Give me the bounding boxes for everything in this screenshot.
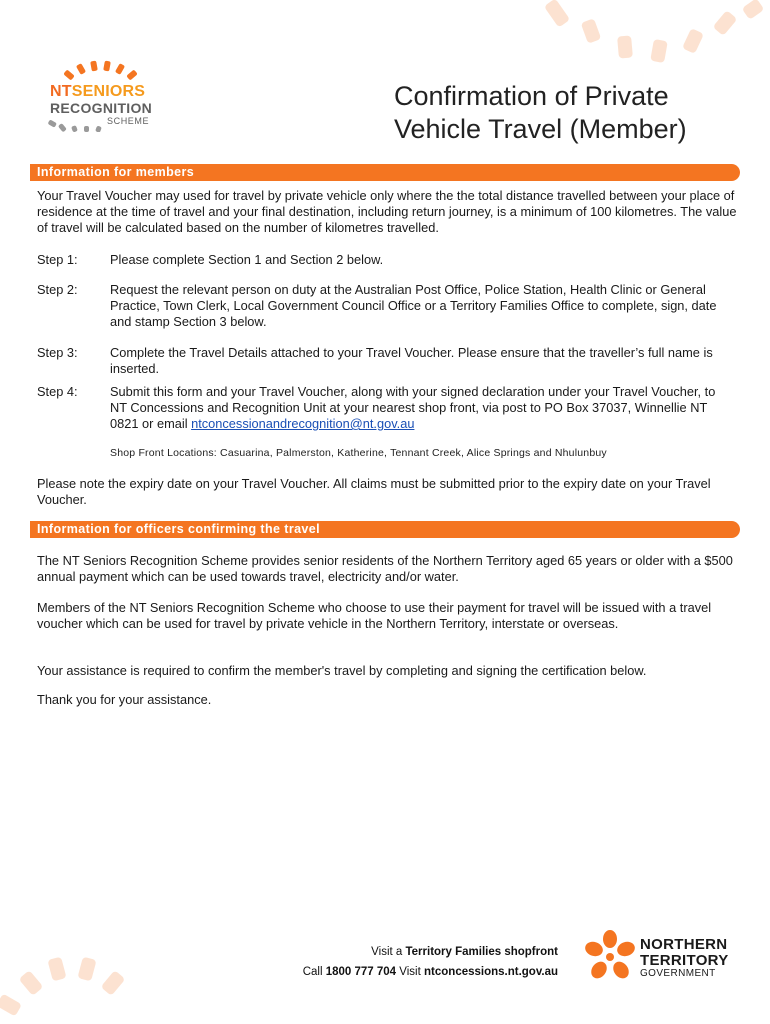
page-title-line-1: Confirmation of Private bbox=[394, 81, 669, 111]
page-title bbox=[394, 80, 754, 146]
officers-para-4: Thank you for your assistance. bbox=[37, 692, 212, 707]
phone-number: 1800 777 704 bbox=[325, 966, 397, 978]
officers-section-heading: Information for officers confirming the travel bbox=[30, 521, 740, 538]
nt-government-logo bbox=[583, 930, 743, 986]
members-intro: Your Travel Voucher may used for travel by private vehicle only where the the total distance travelled between your place of residence at the time of travel and your final destination, including return journey, is a minimum of 100 kilometres. The value of travel will be calculated based on the number of kilometres travelled. bbox=[37, 188, 737, 235]
step-label: Step 1: bbox=[37, 252, 78, 267]
footer-visit-line: Visit a Territory Families shopfront bbox=[371, 946, 558, 958]
members-section-heading: Information for members bbox=[30, 164, 740, 181]
officers-para-1: The NT Seniors Recognition Scheme provides senior residents of the Northern Territory aged 65 years or older with a $500 annual payment which can be used towards travel, electricity and/or water. bbox=[37, 553, 733, 584]
expiry-note: Please note the expiry date on your Travel Voucher. All claims must be submitted prior to the expiry date on your Travel Voucher. bbox=[37, 476, 711, 507]
shop-front-locations: Shop Front Locations: Casuarina, Palmerston, Katherine, Tennant Creek, Alice Springs and Nhulunbuy bbox=[110, 447, 607, 459]
email-link[interactable]: ntconcessionandrecognition@nt.gov.au bbox=[191, 416, 415, 431]
logo-line-1: NTSENIORS bbox=[50, 83, 146, 100]
step-text: Request the relevant person on duty at the Australian Post Office, Police Station, Health Clinic or General Practice, Town Clerk, Local Government Council Office or a Territory Families Office to complete, sign, date and stamp Section 3 below. bbox=[110, 282, 717, 329]
nt-seniors-logo bbox=[46, 60, 164, 132]
step-label: Step 3: bbox=[37, 345, 78, 360]
logo-line-3: SCHEME bbox=[107, 116, 150, 126]
officers-para-3: Your assistance is required to confirm the member's travel by completing and signing the certification below. bbox=[37, 663, 647, 678]
ntg-line-2: TERRITORY bbox=[640, 952, 729, 969]
ntg-line-1: NORTHERN bbox=[640, 936, 728, 953]
step-label: Step 2: bbox=[37, 282, 78, 297]
desert-rose-icon bbox=[583, 930, 637, 984]
page-title-line-2: Vehicle Travel (Member) bbox=[394, 114, 687, 144]
officers-para-2: Members of the NT Seniors Recognition Scheme who choose to use their payment for travel will be issued with a travel voucher which can be used for travel by private vehicle in the Northern Territory, interstate or overseas. bbox=[37, 600, 712, 631]
step-label: Step 4: bbox=[37, 384, 78, 399]
decorative-arc-top-right bbox=[540, 0, 770, 70]
step-text: Complete the Travel Details attached to your Travel Voucher. Please ensure that the traveller’s full name is inserted. bbox=[110, 345, 713, 376]
step-text: Please complete Section 1 and Section 2 below. bbox=[110, 252, 384, 267]
logo-line-2: RECOGNITION bbox=[50, 100, 153, 116]
website-link[interactable]: ntconcessions.nt.gov.au bbox=[424, 966, 558, 978]
step-text: Submit this form and your Travel Voucher, along with your signed declaration under your Travel Voucher, to NT Concessions and Recognition Unit at your nearest shop front, via post to PO Box 37037, Winnellie NT 0821 or email ntconcessionandrecognition@nt.gov.au bbox=[110, 384, 716, 431]
footer-contact bbox=[300, 942, 558, 982]
footer-call-line: Call 1800 777 704 Visit ntconcessions.nt.gov.au bbox=[302, 966, 558, 978]
ntg-line-3: GOVERNMENT bbox=[640, 968, 716, 979]
decorative-arc-bottom-left bbox=[0, 944, 130, 1024]
